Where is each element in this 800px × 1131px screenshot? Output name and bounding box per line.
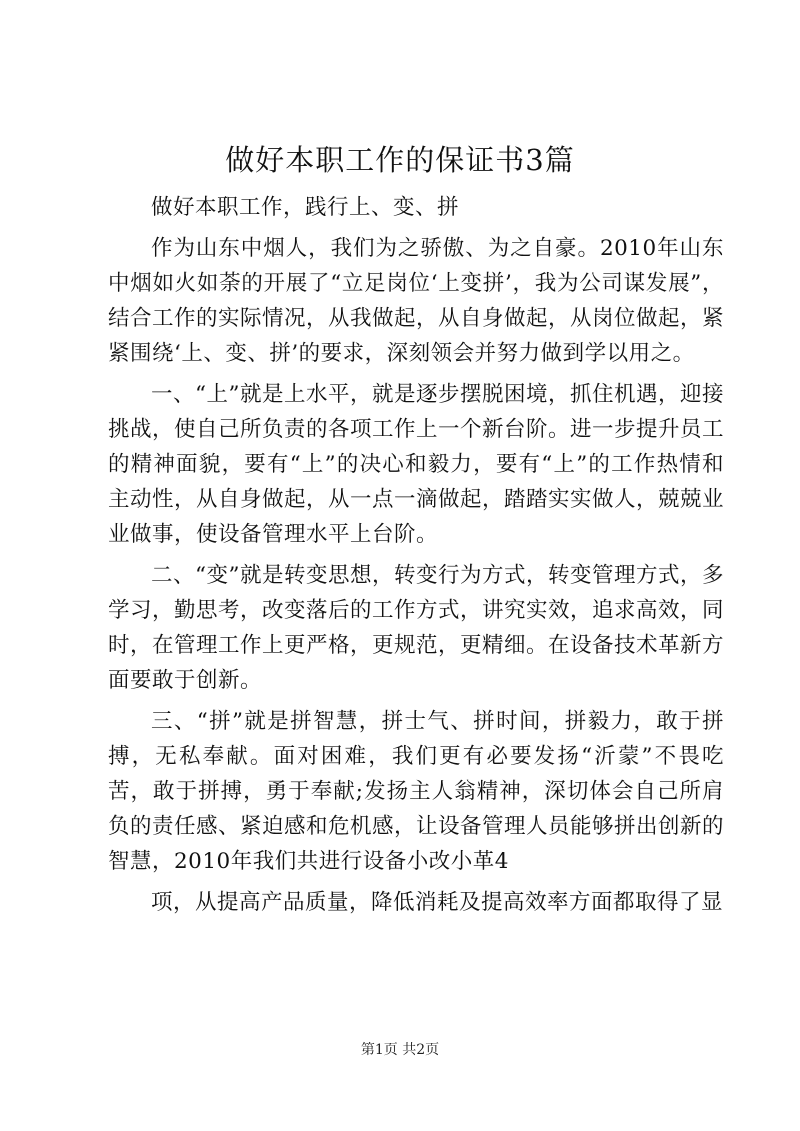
document-title: 做好本职工作的保证书3篇 [225, 143, 575, 177]
paragraph-bian: 二、“变”就是转变思想，转变行为方式，转变管理方式，多学习，勤思考，改变落后的工作方式，讲究实效，追求高效，同时，在管理工作上更严格，更规范，更精细。在设备技术革新方面要敢于创新。 [108, 563, 725, 693]
paragraph-shang: 一、“上”就是上水平，就是逐步摆脱困境，抓住机遇，迎接挑战，使自己所负责的各项工作上一个新台阶。进一步提升员工的精神面貌，要有“上”的决心和毅力，要有“上”的工作热情和主动性，从自身做起，从一点一滴做起，踏踏实实做人，兢兢业业做事，使设备管理水平上台阶。 [108, 382, 725, 547]
paragraph-pin: 三、“拼”就是拼智慧，拼士气、拼时间，拼毅力，敢于拼搏，无私奉献。面对困难，我们更有必要发扬“沂蒙”不畏吃苦，敢于拼搏，勇于奉献;发扬主人翁精神，深切体会自己所肩负的责任感、紧迫感和危机感，让设备管理人员能够拼出创新的智慧，2010年我们共进行设备小改小革4 [108, 709, 725, 874]
paragraph-continuation: 项，从提高产品质量，降低消耗及提高效率方面都取得了显 [151, 890, 724, 915]
paragraph-intro: 作为山东中烟人，我们为之骄傲、为之自豪。2010年山东中烟如火如荼的开展了“立足岗位‘上变拼’，我为公司谋发展”，结合工作的实际情况，从我做起，从自身做起，从岗位做起，紧紧围绕‘上、变、拼’的要求，深刻领会并努力做到学以用之。 [108, 236, 725, 366]
page-number-footer: 第1页 共2页 [360, 1042, 440, 1058]
subheading: 做好本职工作，践行上、变、拼 [151, 195, 460, 220]
document-body [108, 190, 724, 920]
